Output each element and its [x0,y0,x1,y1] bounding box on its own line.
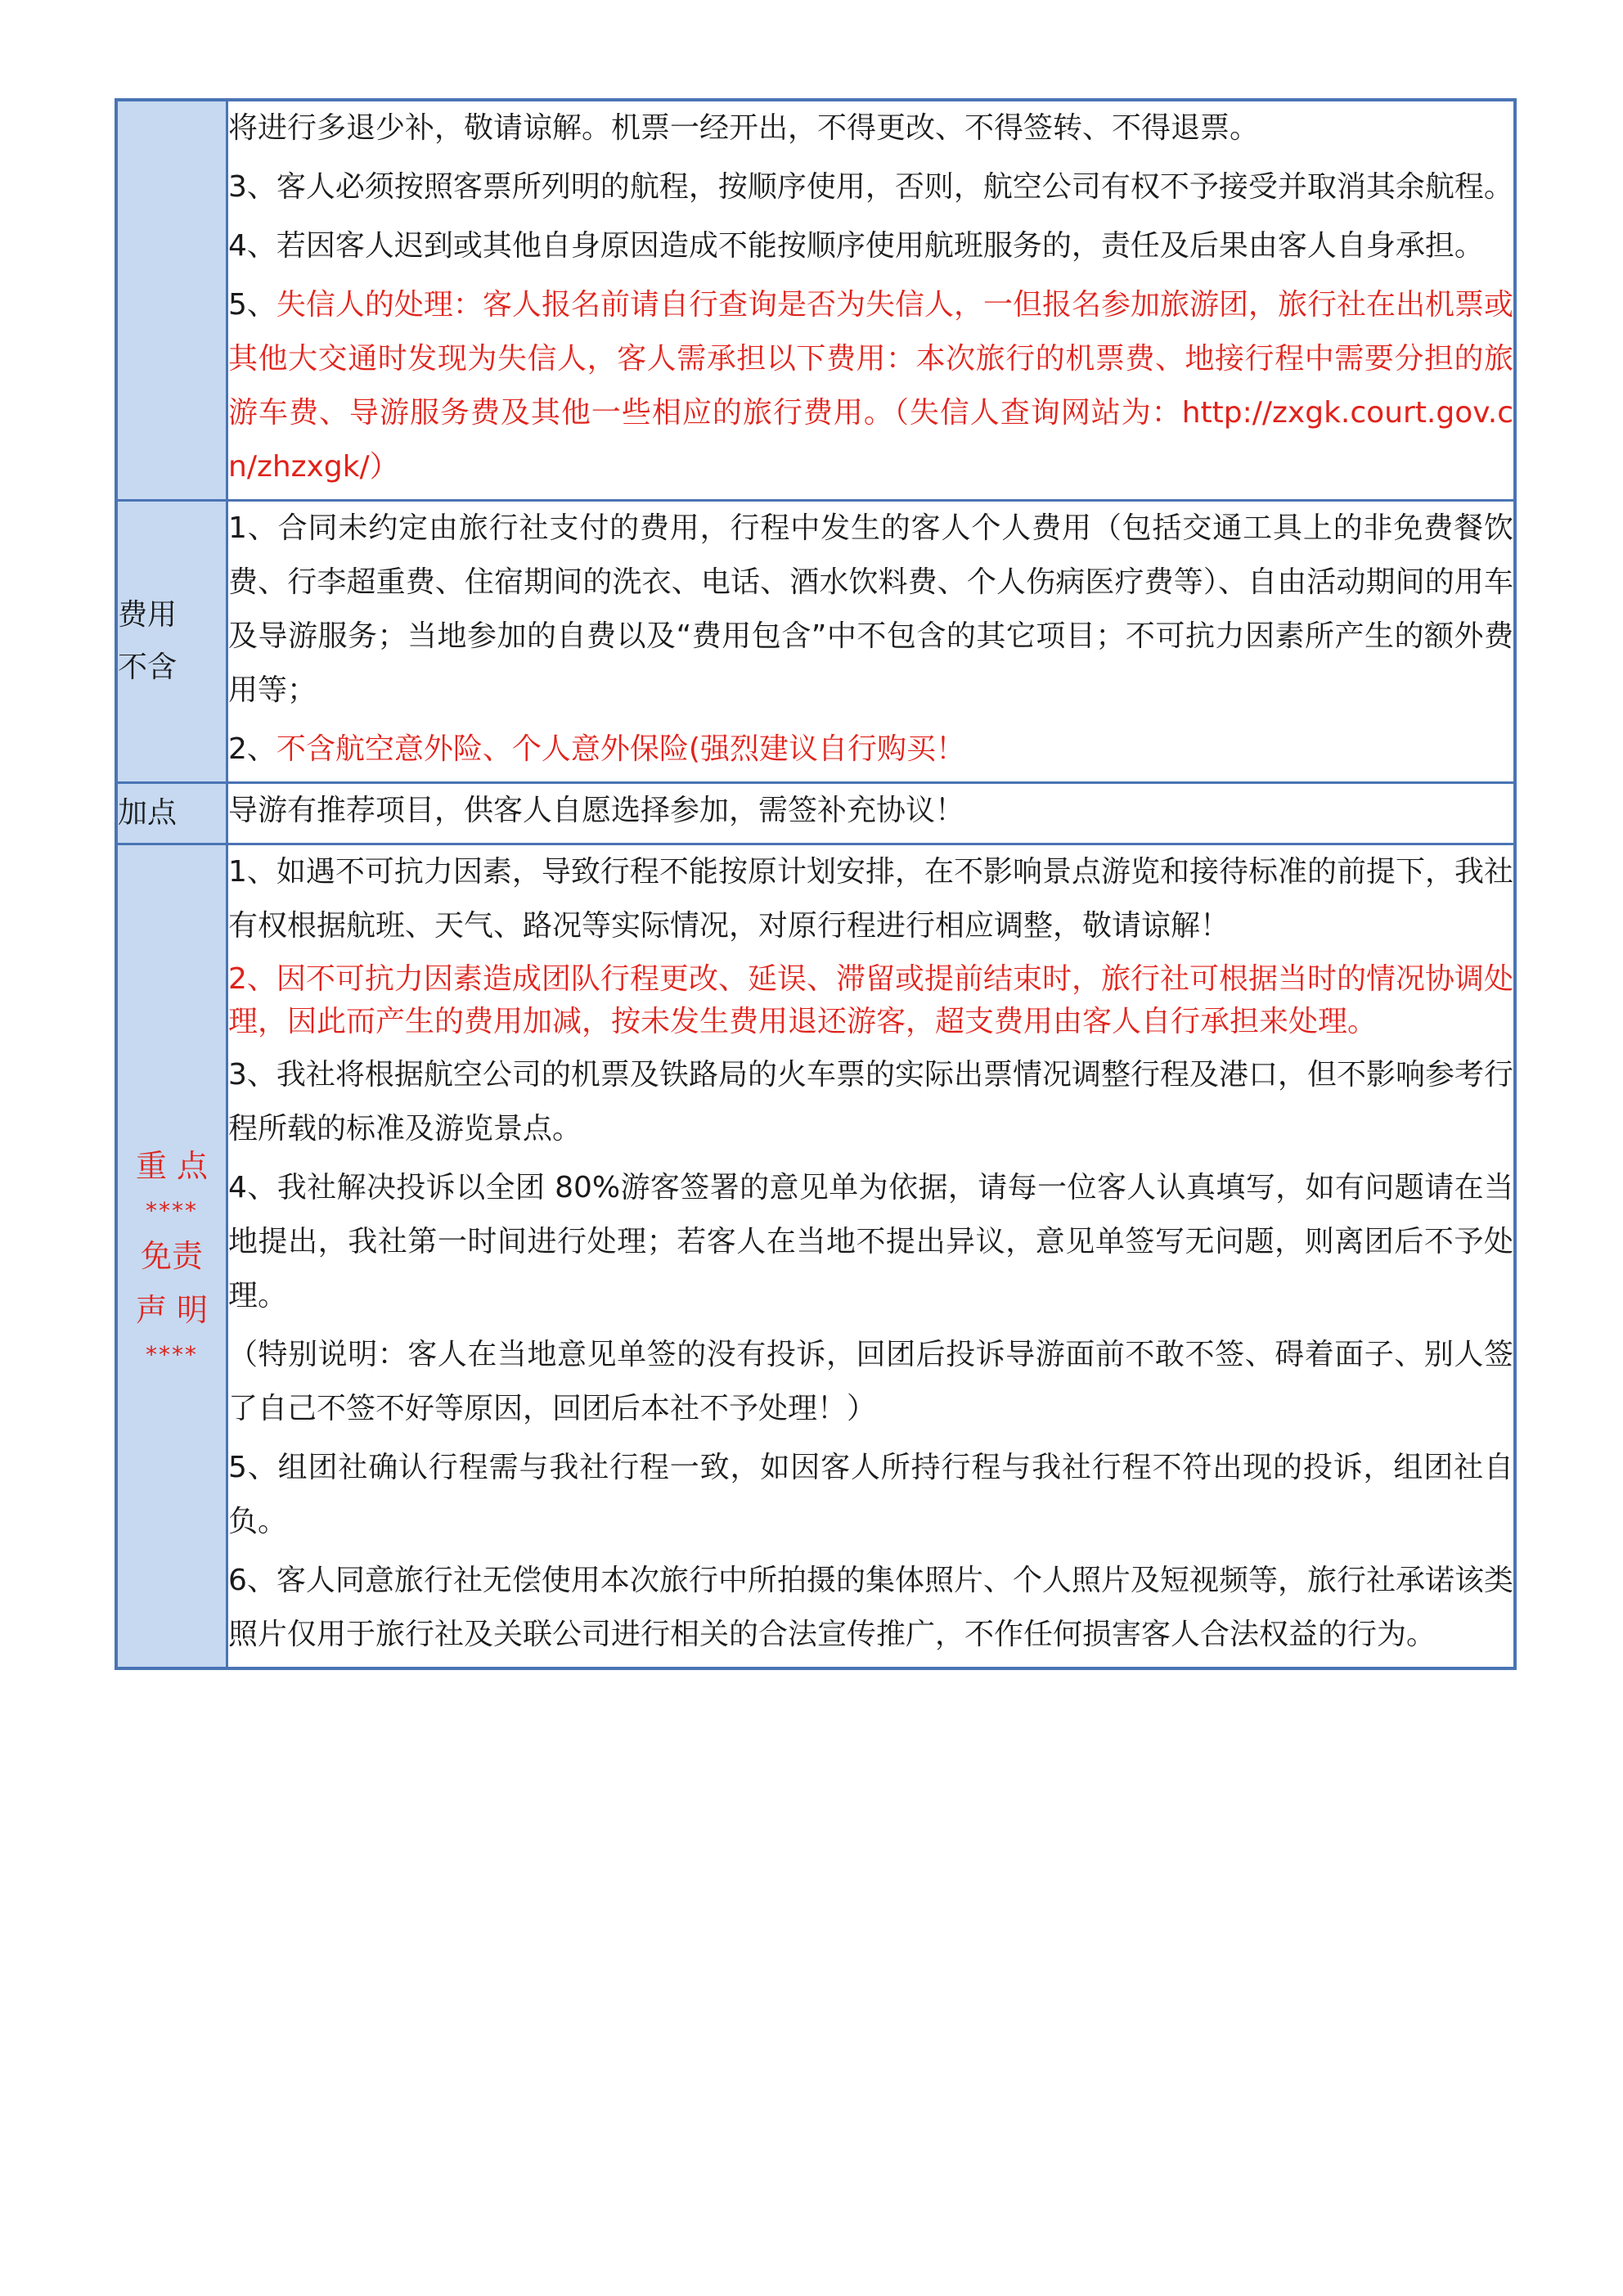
extra-activities-row [116,783,1515,844]
disclaimer-paragraph-3: 3、我社将根据航空公司的机票及铁路局的火车票的实际出票情况调整行程及港口，但不影响参考行程所载的标准及游览景点。 [228,1058,1513,1146]
disclaimer-stars-1: **** [146,1197,198,1224]
flight-term-paragraph-5 [228,278,1513,494]
fees-excluded-paragraph-2 [228,723,1513,777]
disclaimer-label-line1: 重 点 [135,1148,209,1184]
disclaimer-label-line3: 声 明 [135,1292,209,1328]
disclaimer-row [116,844,1515,1669]
dishonest-person-notice: 失信人的处理：客人报名前请自行查询是否为失信人，一但报名参加旅游团，旅行社在出机票或其他大交通时发现为失信人，客人需承担以下费用：本次旅行的机票费、地接行程中需要分担的旅游车费、导游服务费及其他一些相应的旅行费用。（失信人查询网站为：http://zxgk.court.gov.cn/zhzxgk/） [228,288,1513,484]
flight-terms-content [227,100,1516,501]
extra-activities-content [227,783,1516,844]
extra-activities-text: 导游有推荐项目，供客人自愿选择参加，需签补充协议！ [228,794,965,827]
itinerary-terms-table [115,98,1517,1670]
fees-excluded-label-line2: 不含 [118,651,178,684]
fees-excluded-paragraph-1: 1、合同未约定由旅行社支付的费用，行程中发生的客人个人费用（包括交通工具上的非免费餐饮费、行李超重费、住宿期间的洗衣、电话、酒水饮料费、个人伤病医疗费等）、自由活动期间的用车及导游服务；当地参加的自费以及“费用包含”中不包含的其它项目；不可抗力因素所产生的额外费用等； [228,511,1513,707]
disclaimer-label-line2: 免责 [140,1238,203,1274]
disclaimer-paragraph-5: 5、组团社确认行程需与我社行程一致，如因客人所持行程与我社行程不符出现的投诉，组团社自负。 [228,1451,1513,1538]
disclaimer-label [116,844,227,1669]
flight-terms-label-cell [116,100,227,501]
disclaimer-paragraph-2: 2、因不可抗力因素造成团队行程更改、延误、滞留或提前结束时，旅行社可根据当时的情况协调处理，因此而产生的费用加减，按未发生费用退还游客，超支费用由客人自行承担来处理。 [228,962,1513,1038]
disclaimer-content [227,844,1516,1669]
fees-excluded-row [116,501,1515,783]
disclaimer-paragraph-1: 1、如遇不可抗力因素，导致行程不能按原计划安排，在不影响景点游览和接待标准的前提下，我社有权根据航班、天气、路况等实际情况，对原行程进行相应调整，敬请谅解！ [228,855,1513,943]
insurance-notice: 不含航空意外险、个人意外保险(强烈建议自行购买！ [276,732,965,766]
disclaimer-paragraph-6: 6、客人同意旅行社无偿使用本次旅行中所拍摄的集体照片、个人照片及短视频等，旅行社承诺该类照片仅用于旅行社及关联公司进行相关的合法宣传推广，不作任何损害客人合法权益的行为。 [228,1564,1513,1651]
fees-excluded-label [116,501,227,783]
disclaimer-special-note: （特别说明：客人在当地意见单签的没有投诉，回团后投诉导游面前不敢不签、碍着面子、别人签了自己不签不好等原因，回团后本社不予处理！） [228,1338,1513,1425]
flight-term-paragraph-continued: 将进行多退少补，敬请谅解。机票一经开出，不得更改、不得签转、不得退票。 [228,111,1260,145]
disclaimer-paragraph-4: 4、我社解决投诉以全团 80%游客签署的意见单为依据，请每一位客人认真填写，如有问题请在当地提出，我社第一时间进行处理；若客人在当地不提出异议，意见单签写无问题，则离团后不予处理。 [228,1171,1513,1312]
extra-activities-label: 加点 [116,783,227,844]
flight-term-paragraph-4: 4、若因客人迟到或其他自身原因造成不能按顺序使用航班服务的，责任及后果由客人自身承担。 [228,229,1484,263]
flight-term-paragraph-3: 3、客人必须按照客票所列明的航程，按顺序使用，否则，航空公司有权不予接受并取消其余航程。 [228,170,1513,204]
flight-terms-row [116,100,1515,501]
fees-excluded-content [227,501,1516,783]
flight-term-5-number: 5、 [228,288,276,322]
disclaimer-stars-2: **** [146,1341,198,1368]
fees-excluded-2-number: 2、 [228,732,276,766]
fees-excluded-label-line1: 费用 [118,598,178,632]
